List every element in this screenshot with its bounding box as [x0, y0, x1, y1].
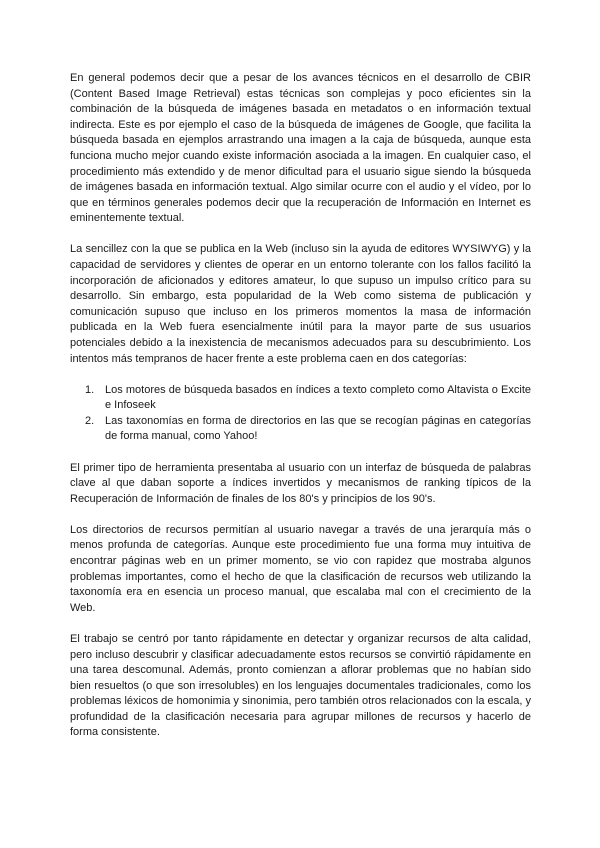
paragraph-cbir: En general podemos decir que a pesar de los avances técnicos en el desarrollo de CBIR (Content Based Image Retrieval) estas técnicas son complejas y poco eficientes sin la combinación de la búsqueda de imágenes basada en metadatos o en información textual indirecta. Este es por ejemplo el caso de la búsqueda de imágenes de Google, que facilita la búsqueda basada en ejemplos arrastrando una imagen a la caja de búsqueda, aunque esta funciona mucho mejor cuando existe información asociada a la imagen. En cualquier caso, el procedimiento más extendido y de menor dificultad para el usuario sigue siendo la búsqueda de imágenes basada en información textual. Algo similar ocurre con el audio y el vídeo, por lo que en términos generales podemos decir que la recuperación de Información en Internet es eminentemente textual.: [70, 72, 531, 225]
list-item-number: 1.: [85, 383, 95, 396]
document-page: [70, 71, 531, 757]
list-item-text: Las taxonomías en forma de directorios en las que se recogían páginas en categorías de forma manual, como Yahoo!: [105, 414, 531, 443]
categories-list: [70, 383, 531, 445]
list-item-number: 2.: [85, 414, 95, 427]
paragraph-directories: Los directorios de recursos permitían al usuario navegar a través de una jerarquía más o menos profunda de categorías. Aunque este procedimiento fue una forma muy intuitiva de encontrar páginas web en un primer momento, se vio con rapidez que mostraba algunos problemas importantes, como el hecho de que la clasificación de recursos web utilizando la taxonomía era en esencia un proceso manual, que escalaba mal con el crecimiento de la Web.: [70, 523, 531, 614]
paragraph-search-tools: El primer tipo de herramienta presentaba al usuario con un interfaz de búsqueda de palabras clave al que daban soporte a índices invertidos y mecanismos de ranking típicos de la Recuperación de Información de finales de los 80's y principios de los 90's.: [70, 461, 531, 505]
list-item: [85, 383, 531, 414]
list-item: [85, 414, 531, 445]
paragraph-web-publishing: La sencillez con la que se publica en la Web (incluso sin la ayuda de editores WYSIWYG) y la capacidad de servidores y clientes de operar en un entorno tolerante con los fallos facilitó la incorporación de aficionados y editores amateur, lo que supuso un impulso crítico para su desarrollo. Sin embargo, esta popularidad de la Web como sistema de publicación y comunicación supuso que incluso en los primeros momentos la masa de información publicada en la Web fuera esencialmente inútil para la mayor parte de sus usuarios potenciales debido a la inexistencia de mecanismos adecuados para su descubrimiento. Los intentos más tempranos de hacer frente a este problema caen en dos categorías:: [70, 243, 531, 365]
paragraph-quality-resources: El trabajo se centró por tanto rápidamente en detectar y organizar recursos de alta calidad, pero incluso descubrir y clasificar adecuadamente estos recursos se convirtió rápidamente en una tarea descomunal. Además, pronto comienzan a aflorar problemas que no habían sido bien resueltos (o que son irresolubles) en los lenguajes documentales tradicionales, como los problemas léxicos de homonimia y sinonimia, pero también otros relacionados con la escala, y profundidad de la clasificación necesaria para agrupar millones de recursos y hacerlo de forma consistente.: [70, 632, 531, 739]
list-item-text: Los motores de búsqueda basados en índices a texto completo como Altavista o Excite e Infoseek: [105, 383, 531, 412]
